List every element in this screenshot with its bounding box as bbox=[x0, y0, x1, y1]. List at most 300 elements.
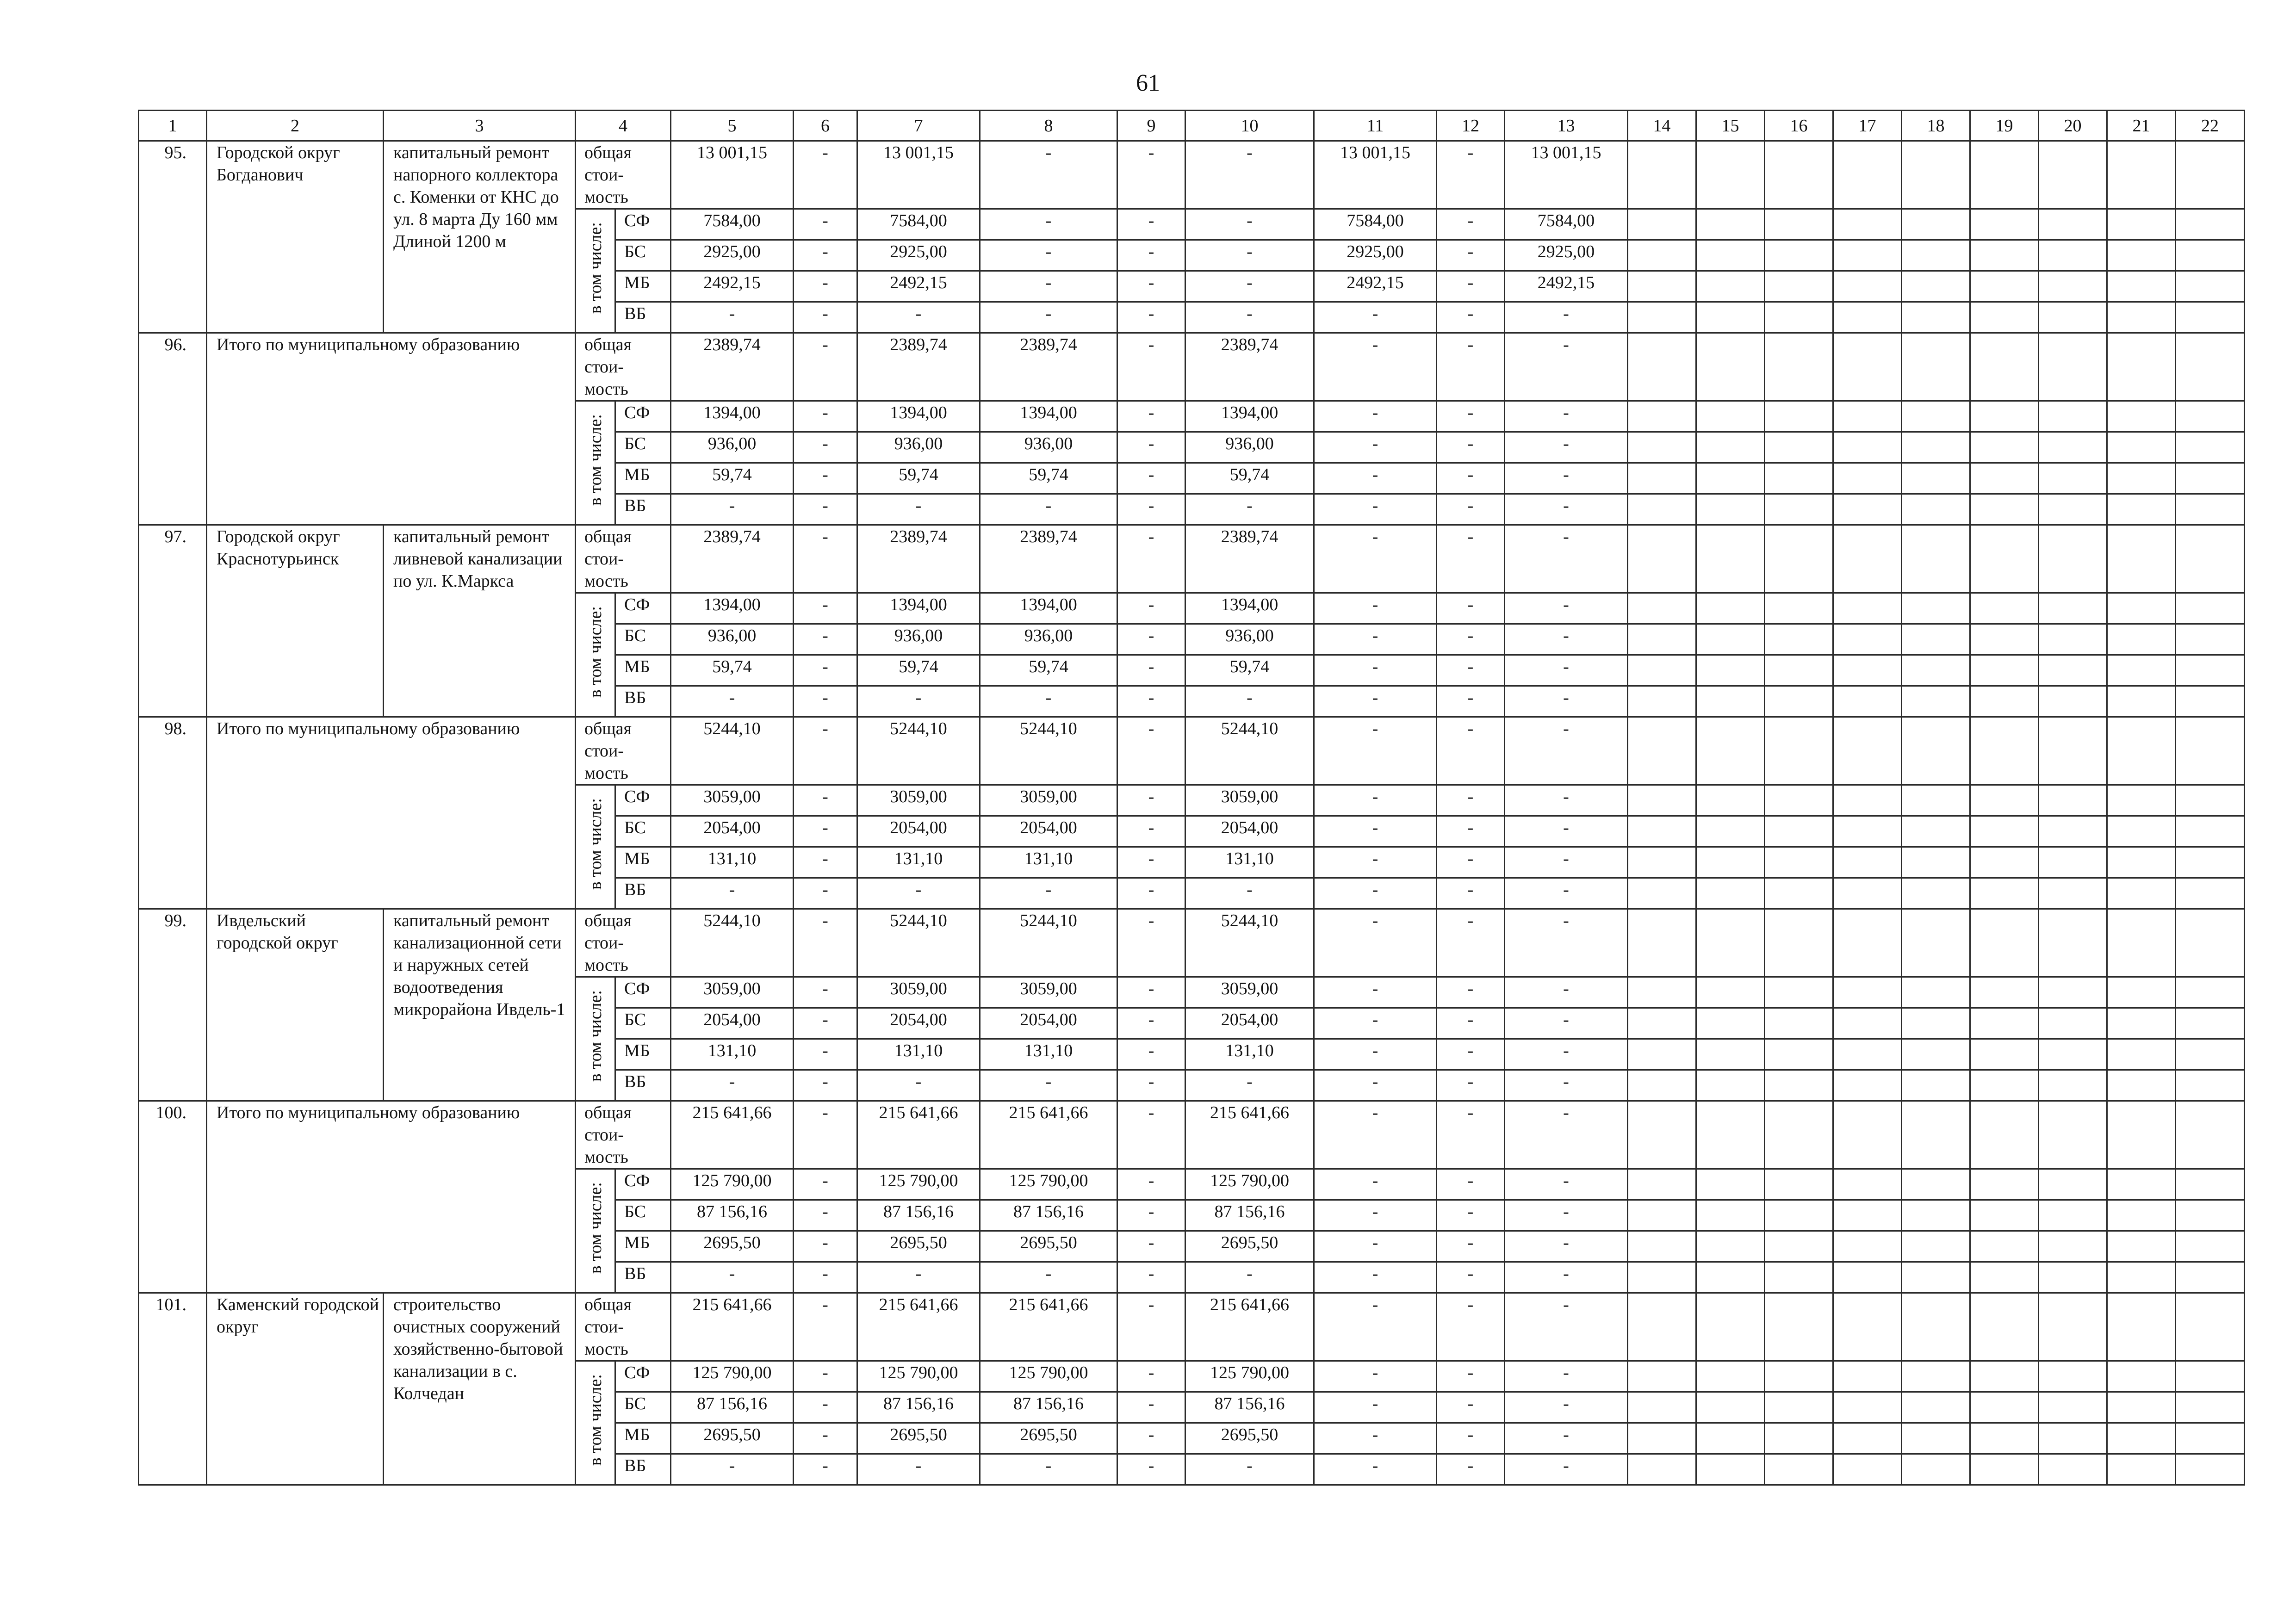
empty-cell bbox=[2176, 1293, 2245, 1361]
empty-cell bbox=[2107, 909, 2176, 977]
value-cell: - bbox=[1505, 1169, 1628, 1200]
empty-cell bbox=[1628, 302, 1696, 333]
value-cell: - bbox=[1437, 302, 1505, 333]
value-cell: 2389,74 bbox=[1185, 333, 1314, 401]
value-cell: - bbox=[1505, 1262, 1628, 1293]
value-cell: - bbox=[671, 302, 794, 333]
value-cell: - bbox=[1314, 1008, 1437, 1039]
empty-cell bbox=[1765, 1169, 1833, 1200]
funding-table bbox=[138, 110, 2245, 1486]
value-cell: - bbox=[794, 1293, 857, 1361]
empty-cell bbox=[2176, 141, 2245, 209]
empty-cell bbox=[1833, 717, 1902, 785]
empty-cell bbox=[2107, 655, 2176, 686]
value-cell: - bbox=[980, 302, 1117, 333]
empty-cell bbox=[1970, 302, 2039, 333]
value-cell: - bbox=[980, 240, 1117, 271]
column-header: 21 bbox=[2107, 111, 2176, 141]
empty-cell bbox=[1628, 1231, 1696, 1262]
value-cell: 2389,74 bbox=[1185, 525, 1314, 593]
empty-cell bbox=[1696, 717, 1765, 785]
value-cell: - bbox=[1505, 1231, 1628, 1262]
municipality-name: Каменский городской округ bbox=[207, 1293, 384, 1485]
empty-cell bbox=[1696, 209, 1765, 240]
value-cell: - bbox=[1437, 1169, 1505, 1200]
value-cell: 2054,00 bbox=[857, 816, 980, 847]
empty-cell bbox=[2107, 271, 2176, 302]
empty-cell bbox=[1833, 401, 1902, 432]
value-cell: - bbox=[671, 1454, 794, 1485]
empty-cell bbox=[1628, 1454, 1696, 1485]
value-cell: 2054,00 bbox=[671, 816, 794, 847]
row-number: 98. bbox=[139, 717, 207, 909]
empty-cell bbox=[1970, 1008, 2039, 1039]
value-cell: 2695,50 bbox=[857, 1231, 980, 1262]
value-cell: - bbox=[794, 494, 857, 525]
value-cell: 3059,00 bbox=[1185, 785, 1314, 816]
empty-cell bbox=[1902, 1454, 1970, 1485]
value-cell: - bbox=[794, 977, 857, 1008]
value-cell: - bbox=[1437, 1070, 1505, 1101]
empty-cell bbox=[1628, 1392, 1696, 1423]
value-cell: - bbox=[1505, 1423, 1628, 1454]
empty-cell bbox=[1902, 494, 1970, 525]
empty-cell bbox=[2039, 1200, 2107, 1231]
value-cell: - bbox=[1505, 1200, 1628, 1231]
value-cell: - bbox=[1314, 1101, 1437, 1169]
funding-source-label: МБ bbox=[615, 271, 671, 302]
value-cell: - bbox=[1314, 1200, 1437, 1231]
empty-cell bbox=[1696, 1200, 1765, 1231]
empty-cell bbox=[2107, 1200, 2176, 1231]
value-cell: - bbox=[1505, 878, 1628, 909]
value-cell: - bbox=[1117, 1169, 1185, 1200]
value-cell: 2492,15 bbox=[857, 271, 980, 302]
empty-cell bbox=[1833, 1200, 1902, 1231]
value-cell: 936,00 bbox=[857, 432, 980, 463]
value-cell: 125 790,00 bbox=[1185, 1361, 1314, 1392]
value-cell: - bbox=[671, 686, 794, 717]
empty-cell bbox=[1765, 271, 1833, 302]
value-cell: 215 641,66 bbox=[1185, 1293, 1314, 1361]
empty-cell bbox=[2176, 1200, 2245, 1231]
empty-cell bbox=[1696, 1423, 1765, 1454]
value-cell: - bbox=[1117, 209, 1185, 240]
value-cell: 125 790,00 bbox=[980, 1169, 1117, 1200]
empty-cell bbox=[1765, 463, 1833, 494]
empty-cell bbox=[2039, 1454, 2107, 1485]
total-cost-label: общая стои-мость bbox=[576, 333, 671, 401]
empty-cell bbox=[2039, 1262, 2107, 1293]
value-cell: 131,10 bbox=[671, 847, 794, 878]
empty-cell bbox=[2107, 302, 2176, 333]
empty-cell bbox=[1628, 1169, 1696, 1200]
funding-source-label: БС bbox=[615, 432, 671, 463]
value-cell: - bbox=[1185, 1070, 1314, 1101]
value-cell: - bbox=[1117, 878, 1185, 909]
empty-cell bbox=[1970, 717, 2039, 785]
value-cell: - bbox=[1185, 209, 1314, 240]
empty-cell bbox=[2039, 302, 2107, 333]
empty-cell bbox=[1970, 271, 2039, 302]
empty-cell bbox=[1902, 655, 1970, 686]
row-number: 97. bbox=[139, 525, 207, 717]
empty-cell bbox=[1628, 1361, 1696, 1392]
value-cell: - bbox=[794, 1101, 857, 1169]
empty-cell bbox=[2039, 1008, 2107, 1039]
value-cell: - bbox=[1505, 717, 1628, 785]
value-cell: - bbox=[794, 717, 857, 785]
value-cell: 131,10 bbox=[980, 847, 1117, 878]
value-cell: 1394,00 bbox=[980, 401, 1117, 432]
empty-cell bbox=[1696, 1361, 1765, 1392]
value-cell: - bbox=[1314, 1361, 1437, 1392]
empty-cell bbox=[1765, 1293, 1833, 1361]
column-header: 16 bbox=[1765, 111, 1833, 141]
value-cell: - bbox=[857, 686, 980, 717]
value-cell: - bbox=[1314, 302, 1437, 333]
empty-cell bbox=[1765, 525, 1833, 593]
value-cell: - bbox=[794, 463, 857, 494]
value-cell: - bbox=[794, 785, 857, 816]
empty-cell bbox=[2039, 816, 2107, 847]
value-cell: - bbox=[1505, 686, 1628, 717]
value-cell: - bbox=[1314, 624, 1437, 655]
funding-source-label: ВБ bbox=[615, 1262, 671, 1293]
empty-cell bbox=[1970, 333, 2039, 401]
value-cell: - bbox=[1117, 1423, 1185, 1454]
empty-cell bbox=[2039, 209, 2107, 240]
empty-cell bbox=[1696, 333, 1765, 401]
empty-cell bbox=[1696, 1293, 1765, 1361]
value-cell: - bbox=[1437, 494, 1505, 525]
empty-cell bbox=[1902, 686, 1970, 717]
empty-cell bbox=[1765, 1200, 1833, 1231]
empty-cell bbox=[1970, 432, 2039, 463]
empty-cell bbox=[1696, 302, 1765, 333]
value-cell: 7584,00 bbox=[671, 209, 794, 240]
empty-cell bbox=[2176, 271, 2245, 302]
value-cell: - bbox=[1437, 1392, 1505, 1423]
empty-cell bbox=[1628, 525, 1696, 593]
empty-cell bbox=[1833, 1423, 1902, 1454]
funding-source-label: БС bbox=[615, 1008, 671, 1039]
value-cell: - bbox=[1117, 1293, 1185, 1361]
column-header: 4 bbox=[576, 111, 671, 141]
value-cell: 2925,00 bbox=[1314, 240, 1437, 271]
value-cell: - bbox=[1314, 1039, 1437, 1070]
value-cell: 2054,00 bbox=[857, 1008, 980, 1039]
value-cell: - bbox=[1117, 717, 1185, 785]
empty-cell bbox=[1628, 1008, 1696, 1039]
empty-cell bbox=[2039, 1039, 2107, 1070]
value-cell: 3059,00 bbox=[857, 977, 980, 1008]
value-cell: - bbox=[980, 209, 1117, 240]
empty-cell bbox=[2176, 847, 2245, 878]
empty-cell bbox=[1696, 686, 1765, 717]
empty-cell bbox=[2176, 302, 2245, 333]
value-cell: - bbox=[857, 878, 980, 909]
total-cost-label: общая стои-мость bbox=[576, 141, 671, 209]
value-cell: - bbox=[1437, 1262, 1505, 1293]
value-cell: - bbox=[1437, 525, 1505, 593]
value-cell: - bbox=[671, 1070, 794, 1101]
empty-cell bbox=[2176, 1008, 2245, 1039]
funding-source-label: БС bbox=[615, 240, 671, 271]
empty-cell bbox=[2107, 209, 2176, 240]
empty-cell bbox=[2039, 432, 2107, 463]
empty-cell bbox=[1765, 593, 1833, 624]
total-cost-label: общая стои-мость bbox=[576, 1101, 671, 1169]
value-cell: 2925,00 bbox=[857, 240, 980, 271]
funding-source-label: МБ bbox=[615, 847, 671, 878]
value-cell: 5244,10 bbox=[980, 909, 1117, 977]
empty-cell bbox=[1902, 1231, 1970, 1262]
value-cell: 87 156,16 bbox=[857, 1392, 980, 1423]
empty-cell bbox=[1970, 878, 2039, 909]
total-label: Итого по муниципальному образованию bbox=[207, 717, 576, 909]
group-total-row bbox=[139, 1101, 2245, 1169]
value-cell: - bbox=[1314, 977, 1437, 1008]
value-cell: - bbox=[1117, 1262, 1185, 1293]
empty-cell bbox=[1833, 209, 1902, 240]
value-cell: 2695,50 bbox=[857, 1423, 980, 1454]
value-cell: 215 641,66 bbox=[1185, 1101, 1314, 1169]
value-cell: 59,74 bbox=[980, 655, 1117, 686]
value-cell: - bbox=[794, 909, 857, 977]
empty-cell bbox=[2176, 1262, 2245, 1293]
empty-cell bbox=[2039, 1293, 2107, 1361]
value-cell: - bbox=[794, 1008, 857, 1039]
value-cell: 2389,74 bbox=[857, 525, 980, 593]
value-cell: 5244,10 bbox=[671, 909, 794, 977]
value-cell: 2695,50 bbox=[671, 1423, 794, 1454]
empty-cell bbox=[1628, 593, 1696, 624]
empty-cell bbox=[1696, 463, 1765, 494]
empty-cell bbox=[1765, 816, 1833, 847]
empty-cell bbox=[1765, 209, 1833, 240]
value-cell: - bbox=[1437, 816, 1505, 847]
value-cell: - bbox=[1117, 1454, 1185, 1485]
empty-cell bbox=[1970, 686, 2039, 717]
value-cell: 2054,00 bbox=[980, 1008, 1117, 1039]
empty-cell bbox=[1902, 333, 1970, 401]
column-header: 11 bbox=[1314, 111, 1437, 141]
empty-cell bbox=[1765, 1039, 1833, 1070]
value-cell: - bbox=[1117, 494, 1185, 525]
empty-cell bbox=[1970, 1169, 2039, 1200]
empty-cell bbox=[2176, 785, 2245, 816]
value-cell: - bbox=[1437, 141, 1505, 209]
empty-cell bbox=[2039, 1361, 2107, 1392]
value-cell: 2695,50 bbox=[980, 1423, 1117, 1454]
value-cell: - bbox=[1117, 1231, 1185, 1262]
value-cell: - bbox=[794, 141, 857, 209]
value-cell: 936,00 bbox=[1185, 432, 1314, 463]
value-cell: - bbox=[1314, 333, 1437, 401]
value-cell: - bbox=[980, 878, 1117, 909]
empty-cell bbox=[1902, 1039, 1970, 1070]
value-cell: 125 790,00 bbox=[671, 1361, 794, 1392]
value-cell: - bbox=[857, 494, 980, 525]
row-number: 96. bbox=[139, 333, 207, 525]
empty-cell bbox=[2039, 1169, 2107, 1200]
empty-cell bbox=[1628, 816, 1696, 847]
value-cell: - bbox=[794, 1070, 857, 1101]
empty-cell bbox=[2176, 717, 2245, 785]
empty-cell bbox=[2176, 624, 2245, 655]
value-cell: 13 001,15 bbox=[857, 141, 980, 209]
empty-cell bbox=[1628, 271, 1696, 302]
empty-cell bbox=[1833, 655, 1902, 686]
empty-cell bbox=[2039, 847, 2107, 878]
empty-cell bbox=[2039, 686, 2107, 717]
empty-cell bbox=[1970, 816, 2039, 847]
value-cell: 936,00 bbox=[980, 432, 1117, 463]
empty-cell bbox=[1970, 240, 2039, 271]
value-cell: 131,10 bbox=[1185, 847, 1314, 878]
empty-cell bbox=[2107, 141, 2176, 209]
empty-cell bbox=[2107, 1454, 2176, 1485]
value-cell: - bbox=[1117, 1070, 1185, 1101]
value-cell: 3059,00 bbox=[671, 785, 794, 816]
value-cell: 87 156,16 bbox=[671, 1392, 794, 1423]
value-cell: - bbox=[1314, 525, 1437, 593]
value-cell: 1394,00 bbox=[671, 401, 794, 432]
total-cost-label: общая стои-мость bbox=[576, 1293, 671, 1361]
value-cell: - bbox=[1314, 655, 1437, 686]
value-cell: - bbox=[794, 240, 857, 271]
value-cell: - bbox=[980, 1070, 1117, 1101]
empty-cell bbox=[1765, 1361, 1833, 1392]
column-header: 15 bbox=[1696, 111, 1765, 141]
empty-cell bbox=[2176, 1361, 2245, 1392]
value-cell: - bbox=[1437, 401, 1505, 432]
group-total-row bbox=[139, 141, 2245, 209]
including-label-text: в том числе: bbox=[585, 1182, 605, 1274]
value-cell: - bbox=[794, 1200, 857, 1231]
value-cell: - bbox=[1117, 271, 1185, 302]
empty-cell bbox=[2176, 909, 2245, 977]
value-cell: - bbox=[1505, 909, 1628, 977]
empty-cell bbox=[1902, 209, 1970, 240]
value-cell: 2389,74 bbox=[671, 525, 794, 593]
value-cell: - bbox=[1437, 624, 1505, 655]
empty-cell bbox=[2107, 624, 2176, 655]
empty-cell bbox=[1628, 717, 1696, 785]
empty-cell bbox=[1765, 878, 1833, 909]
value-cell: - bbox=[1505, 1101, 1628, 1169]
value-cell: - bbox=[1314, 432, 1437, 463]
empty-cell bbox=[2107, 717, 2176, 785]
value-cell: - bbox=[1314, 909, 1437, 977]
value-cell: 936,00 bbox=[980, 624, 1117, 655]
empty-cell bbox=[2176, 494, 2245, 525]
empty-cell bbox=[2107, 432, 2176, 463]
empty-cell bbox=[1833, 909, 1902, 977]
empty-cell bbox=[2039, 1070, 2107, 1101]
funding-source-label: МБ bbox=[615, 1039, 671, 1070]
empty-cell bbox=[1765, 1454, 1833, 1485]
value-cell: 87 156,16 bbox=[1185, 1200, 1314, 1231]
value-cell: - bbox=[1314, 494, 1437, 525]
value-cell: - bbox=[980, 1454, 1117, 1485]
empty-cell bbox=[1902, 1101, 1970, 1169]
empty-cell bbox=[1902, 1361, 1970, 1392]
value-cell: - bbox=[1437, 1454, 1505, 1485]
value-cell: 59,74 bbox=[671, 463, 794, 494]
value-cell: 2054,00 bbox=[671, 1008, 794, 1039]
value-cell: 125 790,00 bbox=[980, 1361, 1117, 1392]
value-cell: - bbox=[1117, 593, 1185, 624]
empty-cell bbox=[2107, 1361, 2176, 1392]
empty-cell bbox=[1833, 847, 1902, 878]
empty-cell bbox=[1902, 1169, 1970, 1200]
value-cell: 2054,00 bbox=[1185, 1008, 1314, 1039]
value-cell: 5244,10 bbox=[1185, 717, 1314, 785]
empty-cell bbox=[2107, 785, 2176, 816]
value-cell: - bbox=[1117, 463, 1185, 494]
value-cell: - bbox=[1505, 816, 1628, 847]
value-cell: 215 641,66 bbox=[857, 1101, 980, 1169]
empty-cell bbox=[2039, 240, 2107, 271]
value-cell: - bbox=[1505, 432, 1628, 463]
empty-cell bbox=[1902, 525, 1970, 593]
empty-cell bbox=[1970, 1262, 2039, 1293]
value-cell: - bbox=[1117, 525, 1185, 593]
empty-cell bbox=[2176, 878, 2245, 909]
empty-cell bbox=[1765, 1231, 1833, 1262]
value-cell: - bbox=[1117, 655, 1185, 686]
funding-source-label: ВБ bbox=[615, 302, 671, 333]
value-cell: - bbox=[1117, 432, 1185, 463]
empty-cell bbox=[1765, 1423, 1833, 1454]
value-cell: - bbox=[1505, 1392, 1628, 1423]
empty-cell bbox=[2107, 1262, 2176, 1293]
empty-cell bbox=[1696, 1454, 1765, 1485]
empty-cell bbox=[2107, 878, 2176, 909]
value-cell: 215 641,66 bbox=[980, 1101, 1117, 1169]
empty-cell bbox=[1833, 1361, 1902, 1392]
value-cell: - bbox=[980, 271, 1117, 302]
empty-cell bbox=[2039, 785, 2107, 816]
total-cost-label: общая стои-мость bbox=[576, 525, 671, 593]
empty-cell bbox=[1833, 1101, 1902, 1169]
empty-cell bbox=[1833, 494, 1902, 525]
value-cell: - bbox=[1314, 1423, 1437, 1454]
value-cell: - bbox=[1185, 1454, 1314, 1485]
empty-cell bbox=[1833, 1293, 1902, 1361]
value-cell: - bbox=[1437, 655, 1505, 686]
empty-cell bbox=[1970, 785, 2039, 816]
value-cell: - bbox=[1437, 909, 1505, 977]
value-cell: - bbox=[1314, 1454, 1437, 1485]
funding-source-label: СФ bbox=[615, 785, 671, 816]
empty-cell bbox=[1902, 1070, 1970, 1101]
empty-cell bbox=[1765, 655, 1833, 686]
empty-cell bbox=[2176, 1423, 2245, 1454]
empty-cell bbox=[1970, 593, 2039, 624]
value-cell: - bbox=[1185, 141, 1314, 209]
value-cell: - bbox=[1117, 401, 1185, 432]
value-cell: 2389,74 bbox=[671, 333, 794, 401]
empty-cell bbox=[1970, 1231, 2039, 1262]
empty-cell bbox=[2107, 494, 2176, 525]
value-cell: - bbox=[1437, 1231, 1505, 1262]
value-cell: - bbox=[1505, 1039, 1628, 1070]
including-label bbox=[576, 593, 615, 717]
value-cell: - bbox=[1314, 816, 1437, 847]
